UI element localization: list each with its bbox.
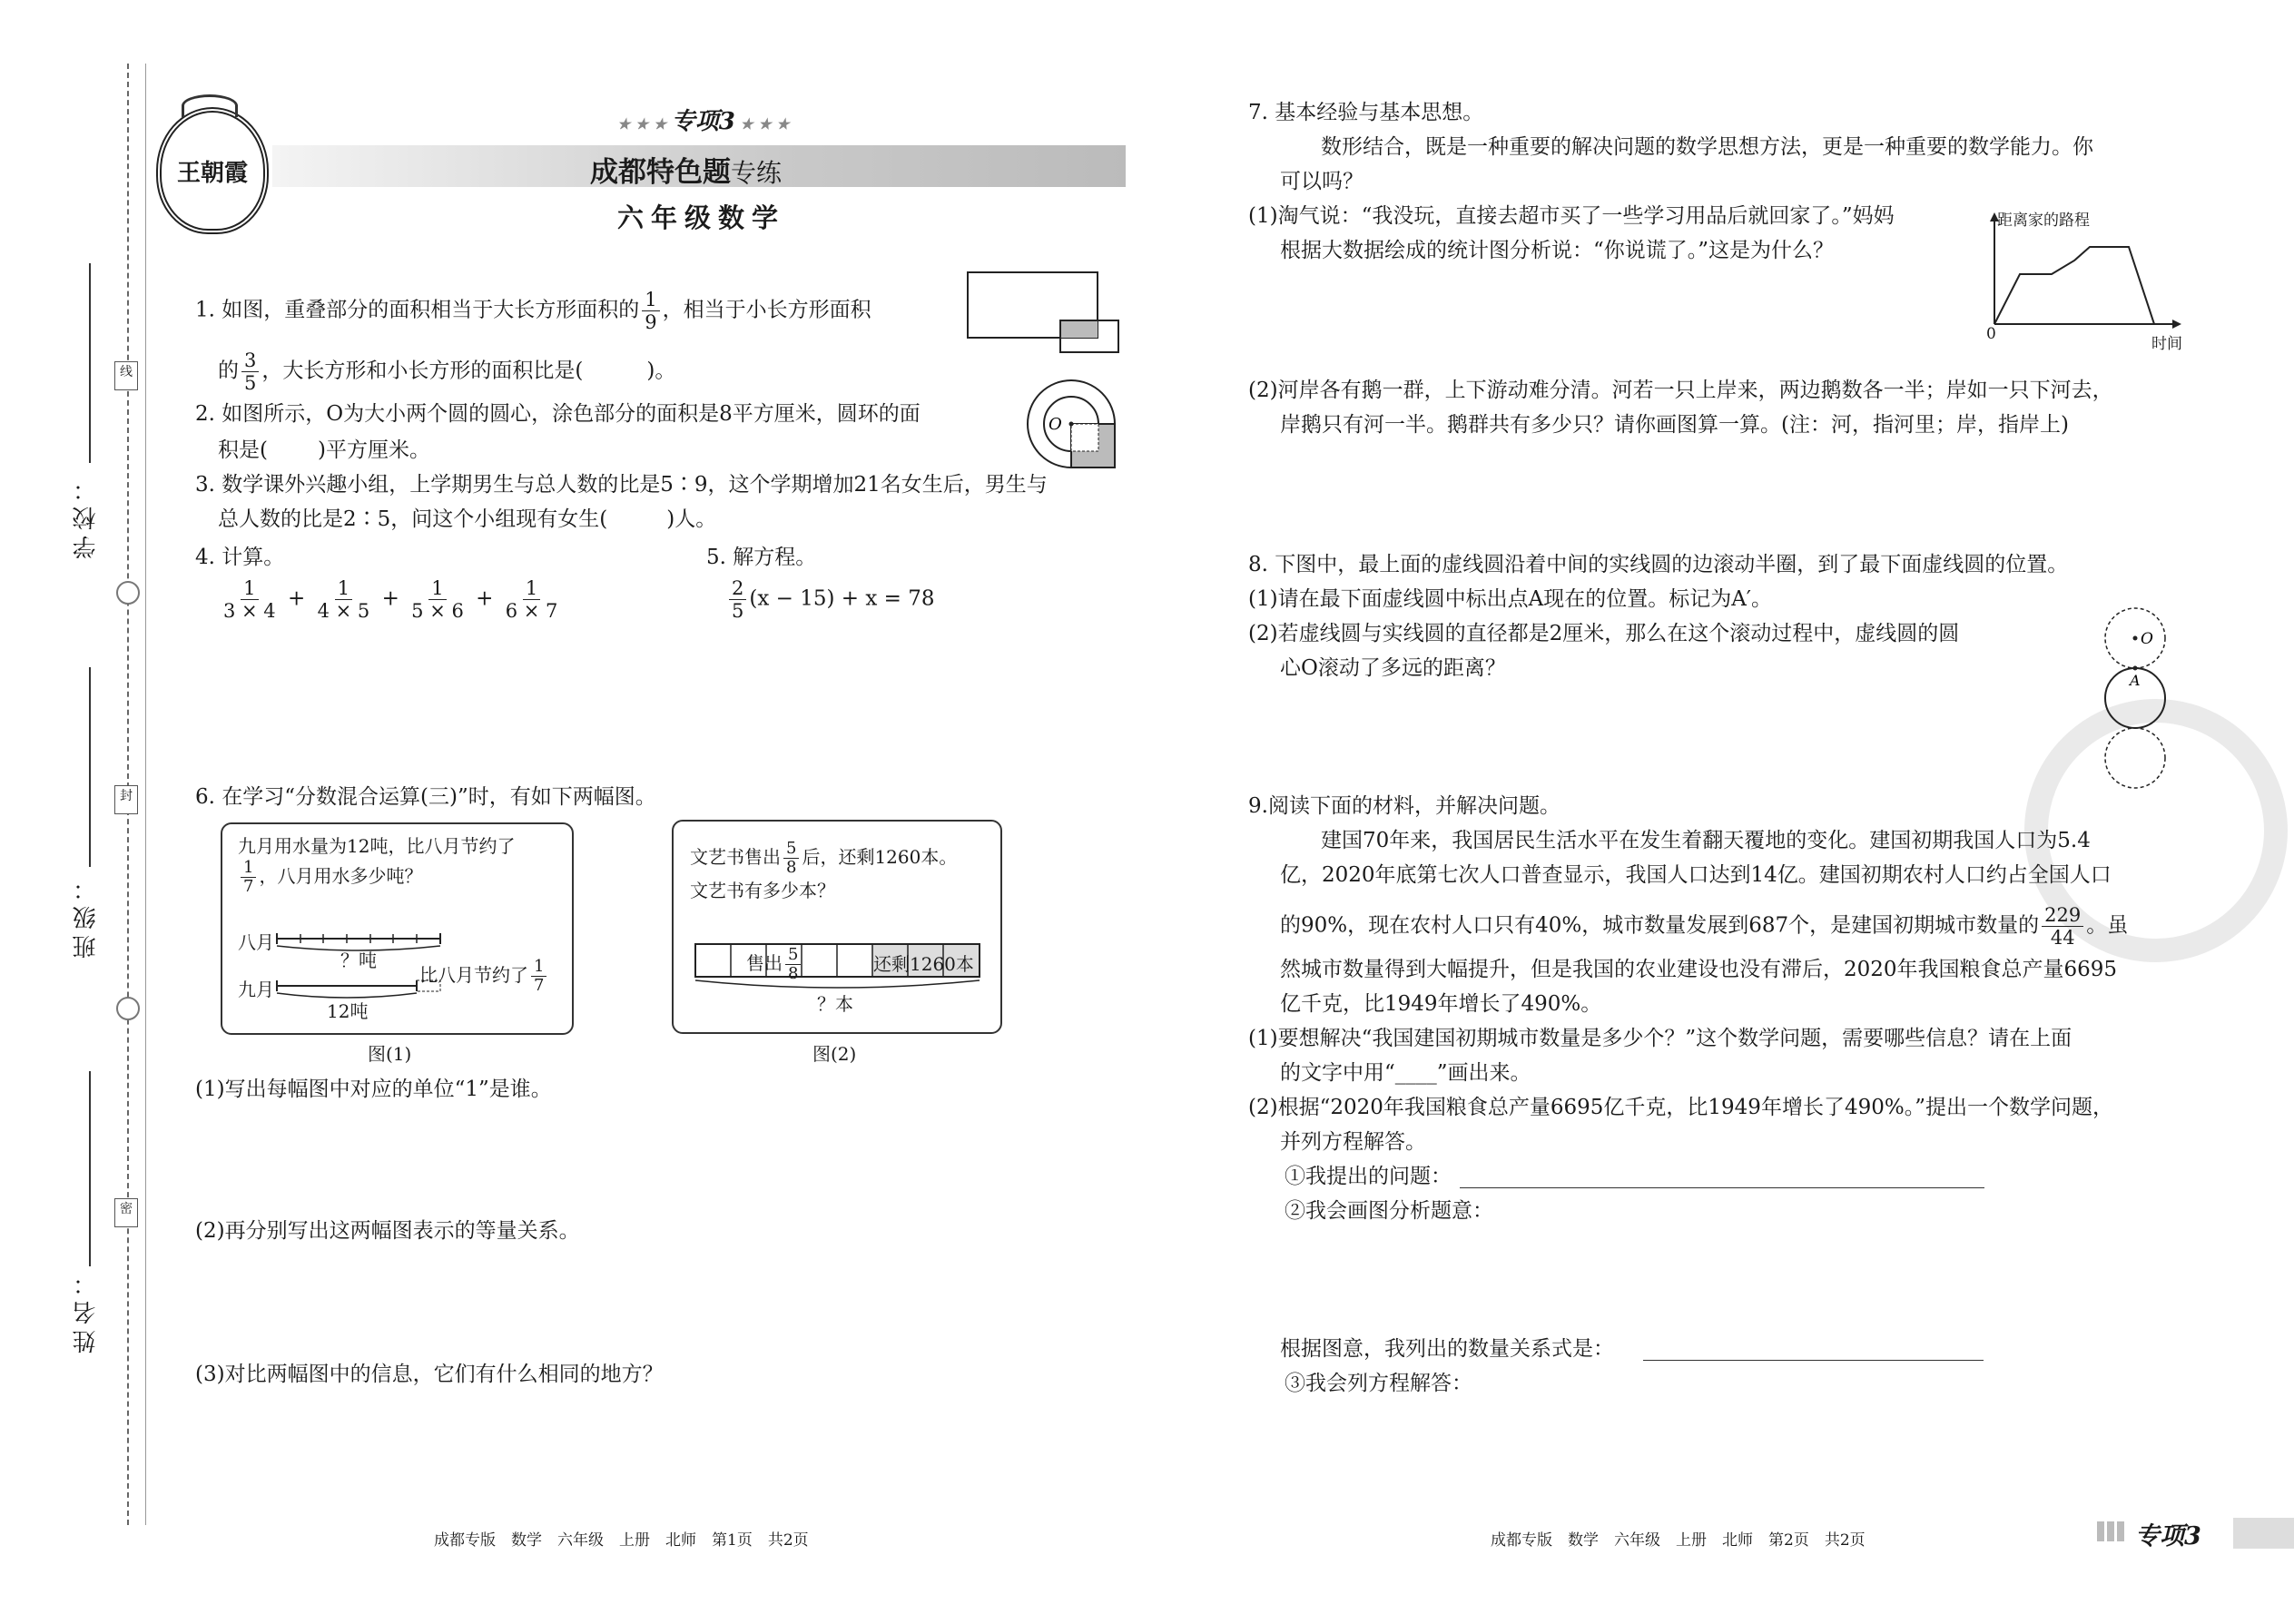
q1-rectangles-figure	[962, 268, 1126, 359]
right-footer: 成都专版 数学 六年级 上册 北师 第2页 共2页	[1491, 1531, 1866, 1550]
fig1-save-label: 比八月节约了 $\frac{1}{7}$	[419, 958, 549, 995]
class-label: 班级：	[73, 871, 100, 959]
fig2-caption: 图(2)	[812, 1043, 857, 1065]
q8-part-2a: (2)若虚线圆与实线圆的直径都是2厘米，那么在这个滚动过程中，虚线圆的圆	[1248, 622, 1960, 645]
school-label: 学校：	[73, 472, 100, 559]
q8-part-1: (1)请在最下面虚线圆中标出点A现在的位置。标记为A′。	[1248, 587, 1773, 611]
binding-ornament-icon	[116, 581, 140, 605]
fig2-text: 文艺书售出 $\frac{5}{8}$ 后，还剩1260本。 文艺书有多少本？	[690, 839, 958, 901]
q4-label: 4. 计算。	[195, 546, 285, 569]
q9-step-2: ②我会画图分析题意：	[1285, 1199, 1493, 1223]
fig1-text: 九月用水量为12吨，比八月节约了 $\frac{1}{7}$ ，八月用水多少吨？	[238, 835, 516, 896]
q4-expression: $\frac{1}{3 \times 4}$ + $\frac{1}{4 \times 5}$ + $\frac{1}{5 \times 6}$ + $\frac{1}{6 \times 7}$	[223, 577, 558, 622]
page-subtitle: 六年级数学	[617, 202, 786, 233]
fig2-remain-label: 还剩1260本	[873, 953, 974, 975]
q9-step-4: ③我会列方程解答：	[1285, 1372, 1472, 1395]
q2-line2: 积是( )平方厘米。	[218, 438, 430, 462]
fig2-question-label: ？本	[817, 993, 853, 1015]
q9-material-4: 然城市数量得到大幅提升，但是我国的农业建设也没有滞后，2020年我国粮食总产量6695	[1280, 958, 2118, 981]
school-field[interactable]	[89, 263, 91, 463]
seal-mark-2: 封	[114, 785, 138, 814]
q1-fraction-2: $\frac{3}{5}$	[241, 349, 259, 394]
graph-origin-label: 0	[1986, 325, 1996, 343]
logo-seal	[156, 107, 269, 234]
overlap-region	[1060, 320, 1098, 338]
q2-annulus-figure	[1021, 377, 1121, 477]
seal-mark-3: 密	[114, 1198, 138, 1227]
header-badge: ★ ★ ★ 专项3 ★ ★ ★	[617, 108, 790, 135]
q1-line2: 的 $\frac{3}{5}$ ，大长方形和小长方形的面积比是( )。	[218, 349, 676, 394]
q6-part-1: (1)写出每幅图中对应的单位“1”是谁。	[195, 1078, 552, 1101]
graph-x-label: 时间	[2151, 335, 2182, 353]
question-input-line[interactable]	[1460, 1187, 1984, 1188]
left-footer: 成都专版 数学 六年级 上册 北师 第1页 共2页	[434, 1531, 809, 1550]
q9-material-1: 建国70年来，我国居民生活水平在发生着翻天覆地的变化。建国初期我国人口为5.4	[1321, 829, 2091, 852]
q1-line1: 1. 如图，重叠部分的面积相当于大长方形面积的 $\frac{1}{9}$ ，相当于小长方形面积	[195, 289, 871, 333]
fig1-sep-label: 九月	[238, 979, 274, 1000]
seal-mark-1: 线	[114, 361, 138, 390]
q9-step-3: 根据图意，我列出的数量关系式是：	[1280, 1337, 1614, 1361]
distance-line	[1994, 247, 2154, 324]
fig1-aug-label: 八月	[238, 931, 274, 953]
class-field[interactable]	[89, 667, 91, 867]
fig2-sold-label: 售出 $\frac{5}{8}$	[746, 946, 803, 983]
q8-part-2b: 心O滚动了多远的距离？	[1280, 656, 1506, 680]
q7-part-2a: (2)河岸各有鹅一群，上下游动难分清。河若一只上岸来，两边鹅数各一半；岸如一只下河去，	[1248, 379, 2113, 402]
q9-step-1: ①我提出的问题：	[1285, 1165, 1452, 1188]
q5-equation: $\frac{2}{5}$ (x − 15) + x = 78	[726, 577, 934, 622]
q9-part-1a: (1)要想解决“我国建国初期城市数量是多少个？”这个数学问题，需要哪些信息？请在上面	[1248, 1027, 2072, 1050]
fig1-question-label: ？吨	[340, 950, 377, 971]
point-a-label: A	[2130, 672, 2141, 689]
circle-center-label: O	[1049, 415, 1062, 434]
corner-label: 专项3	[2135, 1522, 2201, 1550]
q8-title: 8. 下图中，最上面的虚线圆沿着中间的实线圆的边滚动半圈，到了最下面虚线圆的位置。	[1248, 553, 2069, 576]
binding-solid-line	[145, 64, 146, 1525]
q7-title: 7. 基本经验与基本思想。	[1248, 101, 1484, 124]
distance-time-graph	[1984, 211, 2183, 333]
q7-part-1a: (1)淘气说：“我没玩，直接去超市买了一些学习用品后就回家了。”妈妈	[1248, 204, 1895, 228]
q3-line1: 3. 数学课外兴趣小组，上学期男生与总人数的比是5∶9，这个学期增加21名女生后，男生与	[195, 473, 1048, 497]
q1-fraction-1: $\frac{1}{9}$	[642, 289, 659, 333]
logo-crown-icon	[182, 94, 238, 117]
q6-intro: 6. 在学习“分数混合运算(三)”时，有如下两幅图。	[195, 785, 656, 809]
q6-part-2: (2)再分别写出这两幅图表示的等量关系。	[195, 1219, 580, 1243]
q7-intro-2: 可以吗？	[1280, 170, 1364, 193]
q7-part-2b: 岸鹅只有河一半。鹅群共有多少只？请你画图算一算。(注：河，指河里；岸，指岸上)	[1280, 413, 2069, 437]
q5-label: 5. 解方程。	[706, 546, 817, 569]
q7-part-1b: 根据大数据绘成的统计图分析说：“你说谎了。”这是为什么？	[1280, 239, 1835, 262]
q7-intro-1: 数形结合，既是一种重要的解决问题的数学思想方法，更是一种重要的数学能力。你	[1321, 135, 2093, 159]
page-title: 成都特色题专练	[590, 156, 783, 189]
rolling-circles-figure	[2097, 604, 2179, 794]
corner-decoration	[2097, 1521, 2124, 1541]
q9-material-3: 的90%，现在农村人口只有40%，城市数量发展到687个，是建国初期城市数量的 $\frac{229}{44}$ 。虽	[1280, 904, 2129, 949]
point-o-label: O	[2141, 630, 2153, 648]
q9-part-1b: 的文字中用“____”画出来。	[1280, 1061, 1531, 1085]
fig1-caption: 图(1)	[368, 1043, 412, 1065]
q9-material-5: 亿千克，比1949年增长了490%。	[1280, 992, 1602, 1016]
name-label: 姓名：	[73, 1266, 100, 1353]
relation-input-line[interactable]	[1643, 1360, 1984, 1361]
graph-y-label: 距离家的路程	[1997, 212, 2090, 230]
logo-text: 王朝霞	[176, 159, 248, 187]
q3-line2: 总人数的比是2∶5，问这个小组现有女生( )人。	[218, 507, 717, 531]
fig1-ton-label: 12吨	[327, 1000, 369, 1022]
q9-part-2a: (2)根据“2020年我国粮食总产量6695亿千克，比1949年增长了490%。”提出一个数学问题，	[1248, 1096, 2113, 1119]
bottom-dashed-circle	[2105, 728, 2165, 788]
q9-title: 9.阅读下面的材料，并解决问题。	[1248, 794, 1561, 818]
q6-part-3: (3)对比两幅图中的信息，它们有什么相同的地方？	[195, 1363, 664, 1386]
name-field[interactable]	[89, 1071, 91, 1266]
q2-line1: 2. 如图所示，O为大小两个圆的圆心，涂色部分的面积是8平方厘米，圆环的面	[195, 402, 921, 426]
corner-tab	[2233, 1518, 2294, 1549]
q9-part-2b: 并列方程解答。	[1280, 1130, 1426, 1154]
binding-ornament-icon	[116, 997, 140, 1020]
q9-material-2: 亿，2020年底第七次人口普查显示，我国人口达到14亿。建国初期农村人口约占全国人口	[1280, 863, 2112, 887]
